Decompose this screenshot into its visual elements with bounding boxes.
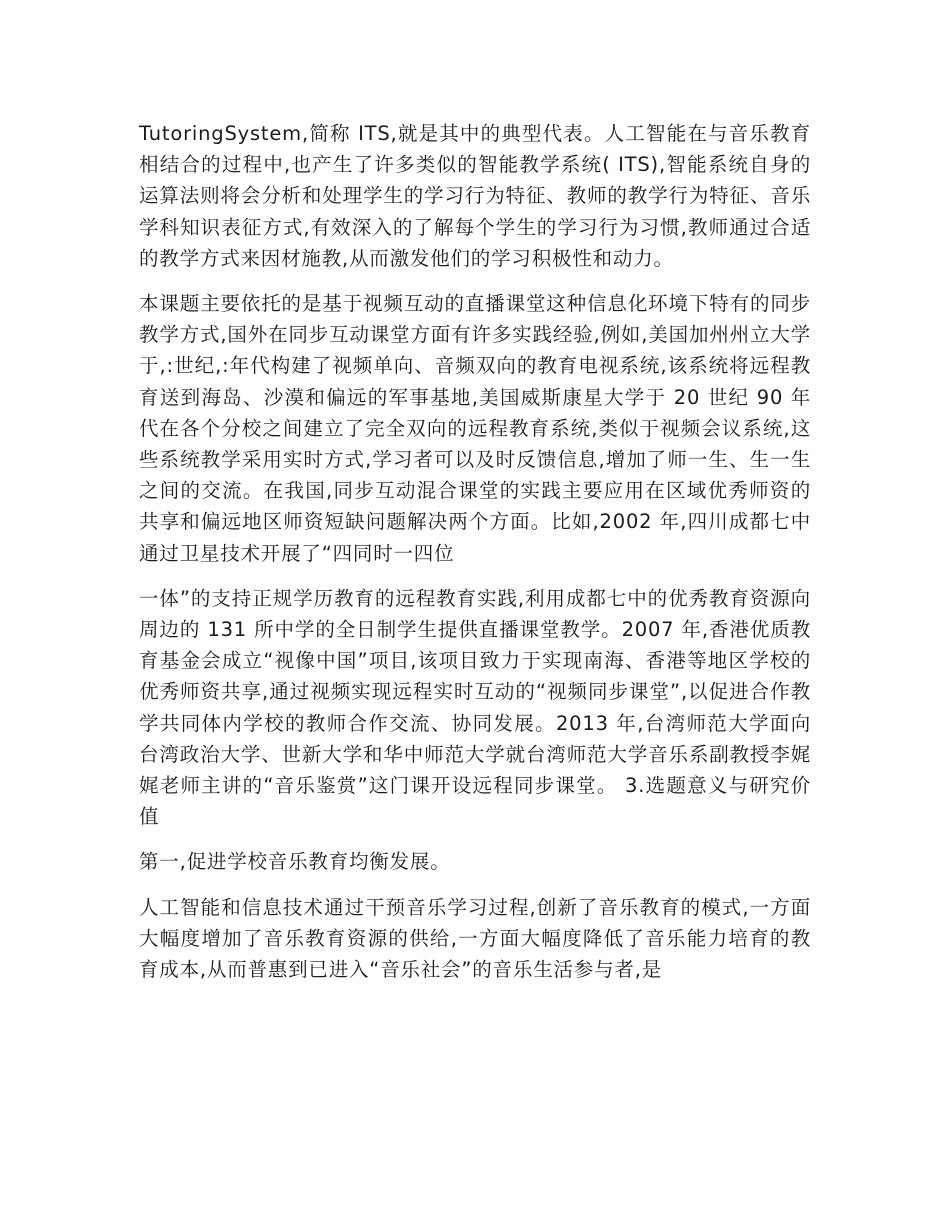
paragraph-gap — [139, 274, 811, 288]
document-body — [139, 118, 811, 985]
paragraph-sync-teaching: 本课题主要依托的是基于视频互动的直播课堂这种信息化环境下特有的同步教学方式,国外在同步互动课堂方面有许多实践经验,例如,美国加州州立大学于,:世纪,:年代构建了视频单向、音频双向的教育电视系统,该系统将远程教育送到海岛、沙漠和偏远的军事基地,美国威斯康星大学于 20 世纪 90 年代在各个分校之间建立了完全双向的远程教育系统,类似于视频会议系统,这些系统教学采用实时方式,学习者可以及时反馈信息,增加了师一生、生一生之间的交流。在我国,同步互动混合课堂的实践主要应用在区域优秀师资的共享和偏远地区师资短缺问题解决两个方面。比如,2002 年,四川成都七中通过卫星技术开展了“四同时一四位 — [139, 292, 811, 565]
paragraph-gap — [139, 569, 811, 583]
paragraph-gap — [139, 832, 811, 846]
paragraph-its: TutoringSystem,简称 ITS,就是其中的典型代表。人工智能在与音乐教育相结合的过程中,也产生了许多类似的智能教学系统( ITS),智能系统自身的运算法则将会分析和处理学生的学习行为特征、教师的教学行为特征、音乐学科知识表征方式,有效深入的了解每个学生的学习行为习惯,教师通过合适的教学方式来因材施教,从而激发他们的学习积极性和动力。 — [139, 122, 811, 270]
paragraph-ai-music: 人工智能和信息技术通过干预音乐学习过程,创新了音乐教育的模式,一方面大幅度增加了音乐教育资源的供给,一方面大幅度降低了音乐能力培育的教育成本,从而普惠到已进入“音乐社会”的音乐生活参与者,是 — [139, 895, 811, 982]
paragraph-examples: 一体”的支持正规学历教育的远程教育实践,利用成都七中的优秀教育资源向周边的 131 所中学的全日制学生提供直播课堂教学。2007 年,香港优质教育基金会成立“视像中国”项目,该项目致力于实现南海、香港等地区学校的优秀师资共享,通过视频实现远程实时互动的“视频同步课堂”,以促进合作教学共同体内学校的教师合作交流、协同发展。2013 年,台湾师范大学面向台湾政治大学、世新大学和华中师范大学就台湾师范大学音乐系副教授李娓娓老师主讲的“音乐鉴赏”这门课开设远程同步课堂。 3.选题意义与研究价值 — [139, 586, 811, 829]
paragraph-point-one: 第一,促进学校音乐教育均衡发展。 — [139, 850, 451, 874]
paragraph-gap — [139, 878, 811, 892]
